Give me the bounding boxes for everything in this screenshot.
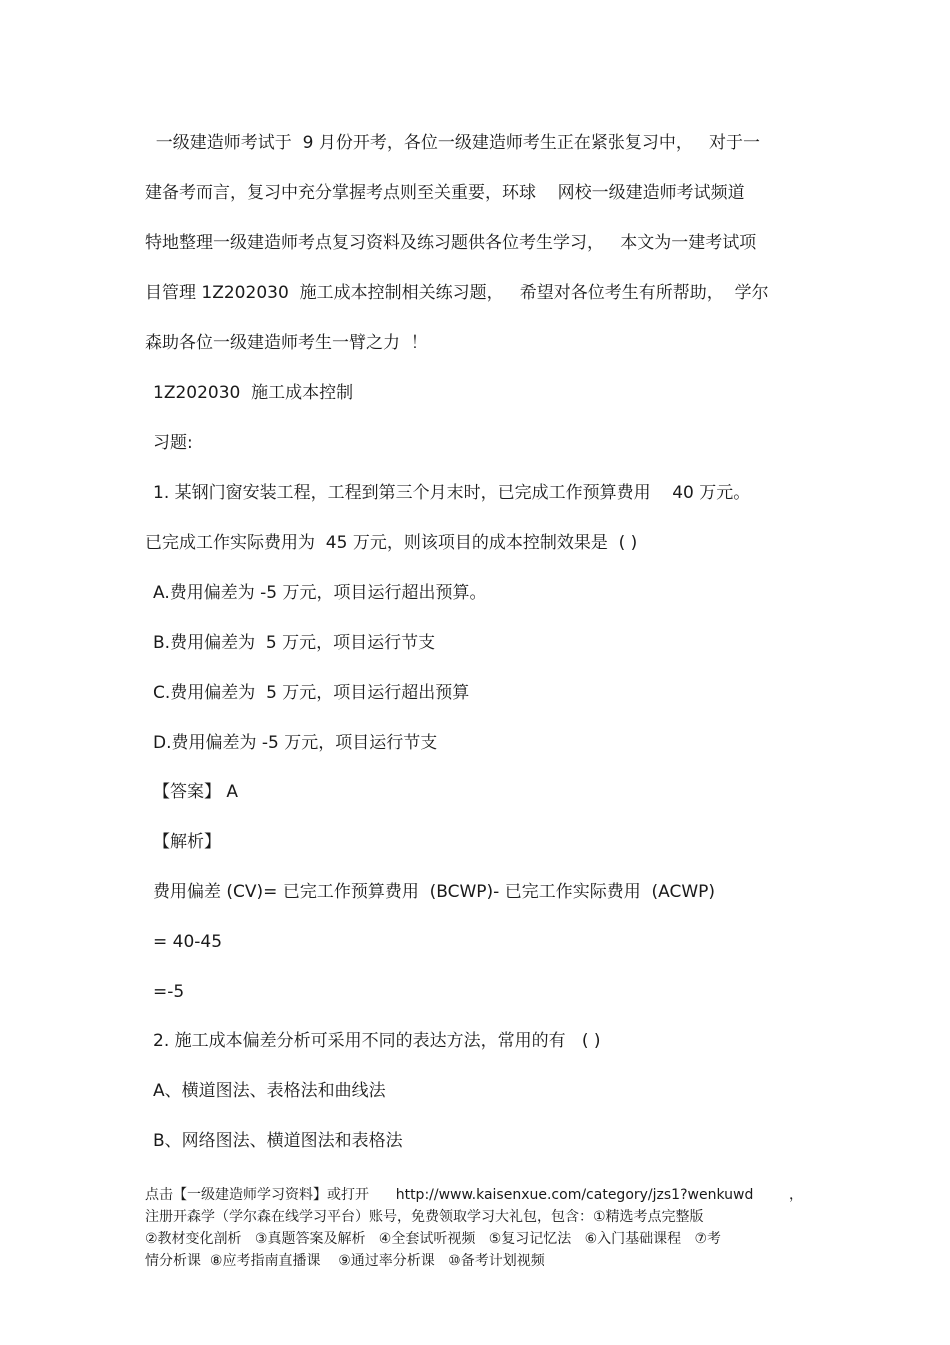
intro-line-5: 森助各位一级建造师考生一臂之力 ！ [145, 333, 428, 353]
q1-option-c: C.费用偏差为 5 万元，项目运行超出预算 [153, 683, 470, 703]
q2-option-a: A、横道图法、表格法和曲线法 [153, 1081, 386, 1101]
q1-analysis-label: 【解析】 [153, 832, 221, 852]
exercises-label: 习题: [153, 433, 193, 453]
intro-line-1: 一级建造师考试于 9 月份开考，各位一级建造师考生正在紧张复习中， 对于一 [145, 133, 761, 153]
q1-option-b: B.费用偏差为 5 万元，项目运行节支 [153, 633, 436, 653]
q1-option-a: A.费用偏差为 -5 万元，项目运行超出预算。 [153, 583, 487, 603]
footer-line-4: 情分析课 ⑧应考指南直播课 ⑨通过率分析课 ⑩备考计划视频 [145, 1253, 545, 1269]
footer-line-3: ②教材变化剖析 ③真题答案及解析 ④全套试听视频 ⑤复习记忆法 ⑥入门基础课程 ⑦考 [145, 1231, 722, 1247]
promo-footer [145, 1184, 810, 1272]
footer-line-1[interactable]: 点击【一级建造师学习资料】或打开 http://www.kaisenxue.com/category/jzs1?wenkuwd ， [145, 1187, 803, 1203]
section-title: 1Z202030 施工成本控制 [153, 383, 354, 403]
q1-calc-2: =-5 [153, 982, 185, 1002]
intro-line-4: 目管理 1Z202030 施工成本控制相关练习题， 希望对各位考生有所帮助， 学尔 [145, 283, 769, 303]
q1-stem-line-1: 1. 某钢门窗安装工程，工程到第三个月末时，已完成工作预算费用 40 万元。 [153, 483, 751, 503]
q1-calc-1: = 40-45 [153, 932, 223, 952]
q1-option-d: D.费用偏差为 -5 万元，项目运行节支 [153, 733, 438, 753]
q1-stem-line-2: 已完成工作实际费用为 45 万元，则该项目的成本控制效果是 ( ) [145, 533, 638, 553]
q2-stem: 2. 施工成本偏差分析可采用不同的表达方法，常用的有 ( ) [153, 1031, 601, 1051]
q1-formula: 费用偏差 (CV)= 已完工作预算费用 (BCWP)- 已完工作实际费用 (ACWP) [153, 882, 716, 902]
q1-answer: 【答案】 A [153, 782, 239, 802]
intro-line-3: 特地整理一级建造师考点复习资料及练习题供各位考生学习， 本文为一建考试项 [145, 233, 757, 253]
intro-line-2: 建备考而言，复习中充分掌握考点则至关重要，环球 网校一级建造师考试频道 [145, 183, 745, 203]
footer-line-2: 注册开森学（学尔森在线学习平台）账号，免费领取学习大礼包，包含：①精选考点完整版 [145, 1209, 704, 1225]
q2-option-b: B、网络图法、横道图法和表格法 [153, 1131, 403, 1151]
